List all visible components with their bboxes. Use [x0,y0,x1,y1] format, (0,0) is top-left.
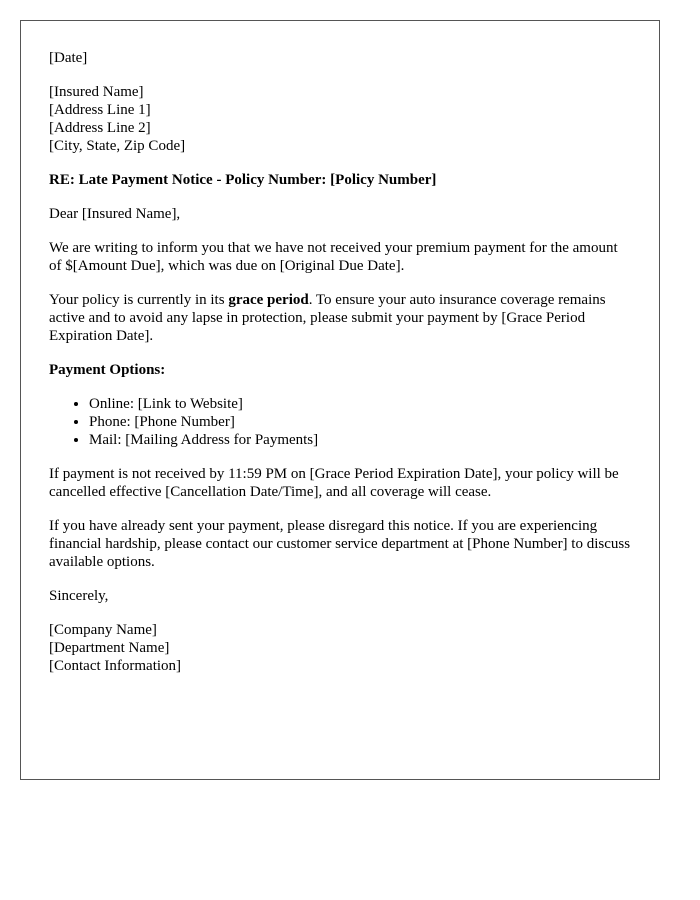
closing: Sincerely, [49,588,109,604]
grace-period-text-after: . To ensure your auto insurance coverage remains active and to avoid any lapse in protection, please submit your payment by [Grace Period Expiration Date]. [49,292,606,344]
salutation: Dear [Insured Name], [49,206,181,222]
paragraph-payment-missing: We are writing to inform you that we have not received your premium payment for the amount of $[Amount Due], which was due on [Original Due Date]. [49,240,618,274]
payment-options-heading: Payment Options: [49,362,166,378]
paragraph-grace-period [49,291,631,345]
payment-option-mail: • Mail: [Mailing Address for Payments] [89,431,631,449]
recipient-city-state-zip: [City, State, Zip Code] [49,138,186,154]
signature-company-name: [Company Name] [49,622,157,638]
payment-option-phone: • Phone: [Phone Number] [89,413,631,431]
letter-date: [Date] [49,50,88,66]
paragraph-cancellation-warning: If payment is not received by 11:59 PM on [Grace Period Expiration Date], your policy will be cancelled effective [Cancellation Date/Time], and all coverage will cease. [49,466,619,500]
subject-line: RE: Late Payment Notice - Policy Number: [Policy Number] [49,172,437,188]
recipient-address-line-2: [Address Line 2] [49,120,151,136]
signature-block [49,621,631,675]
payment-options-list [49,395,631,449]
letter-page [20,20,660,780]
signature-contact-information: [Contact Information] [49,658,182,674]
payment-option-online: • Online: [Link to Website] [89,395,631,413]
paragraph-hardship: If you have already sent your payment, please disregard this notice. If you are experiencing financial hardship, please contact our customer service department at [Phone Number] to discuss available options. [49,518,631,570]
recipient-name: [Insured Name] [49,84,144,100]
grace-period-text-before: Your policy is currently in its [49,292,229,308]
signature-department-name: [Department Name] [49,640,170,656]
recipient-address-line-1: [Address Line 1] [49,102,151,118]
grace-period-emphasis: grace period [228,292,309,308]
recipient-address [49,83,631,155]
